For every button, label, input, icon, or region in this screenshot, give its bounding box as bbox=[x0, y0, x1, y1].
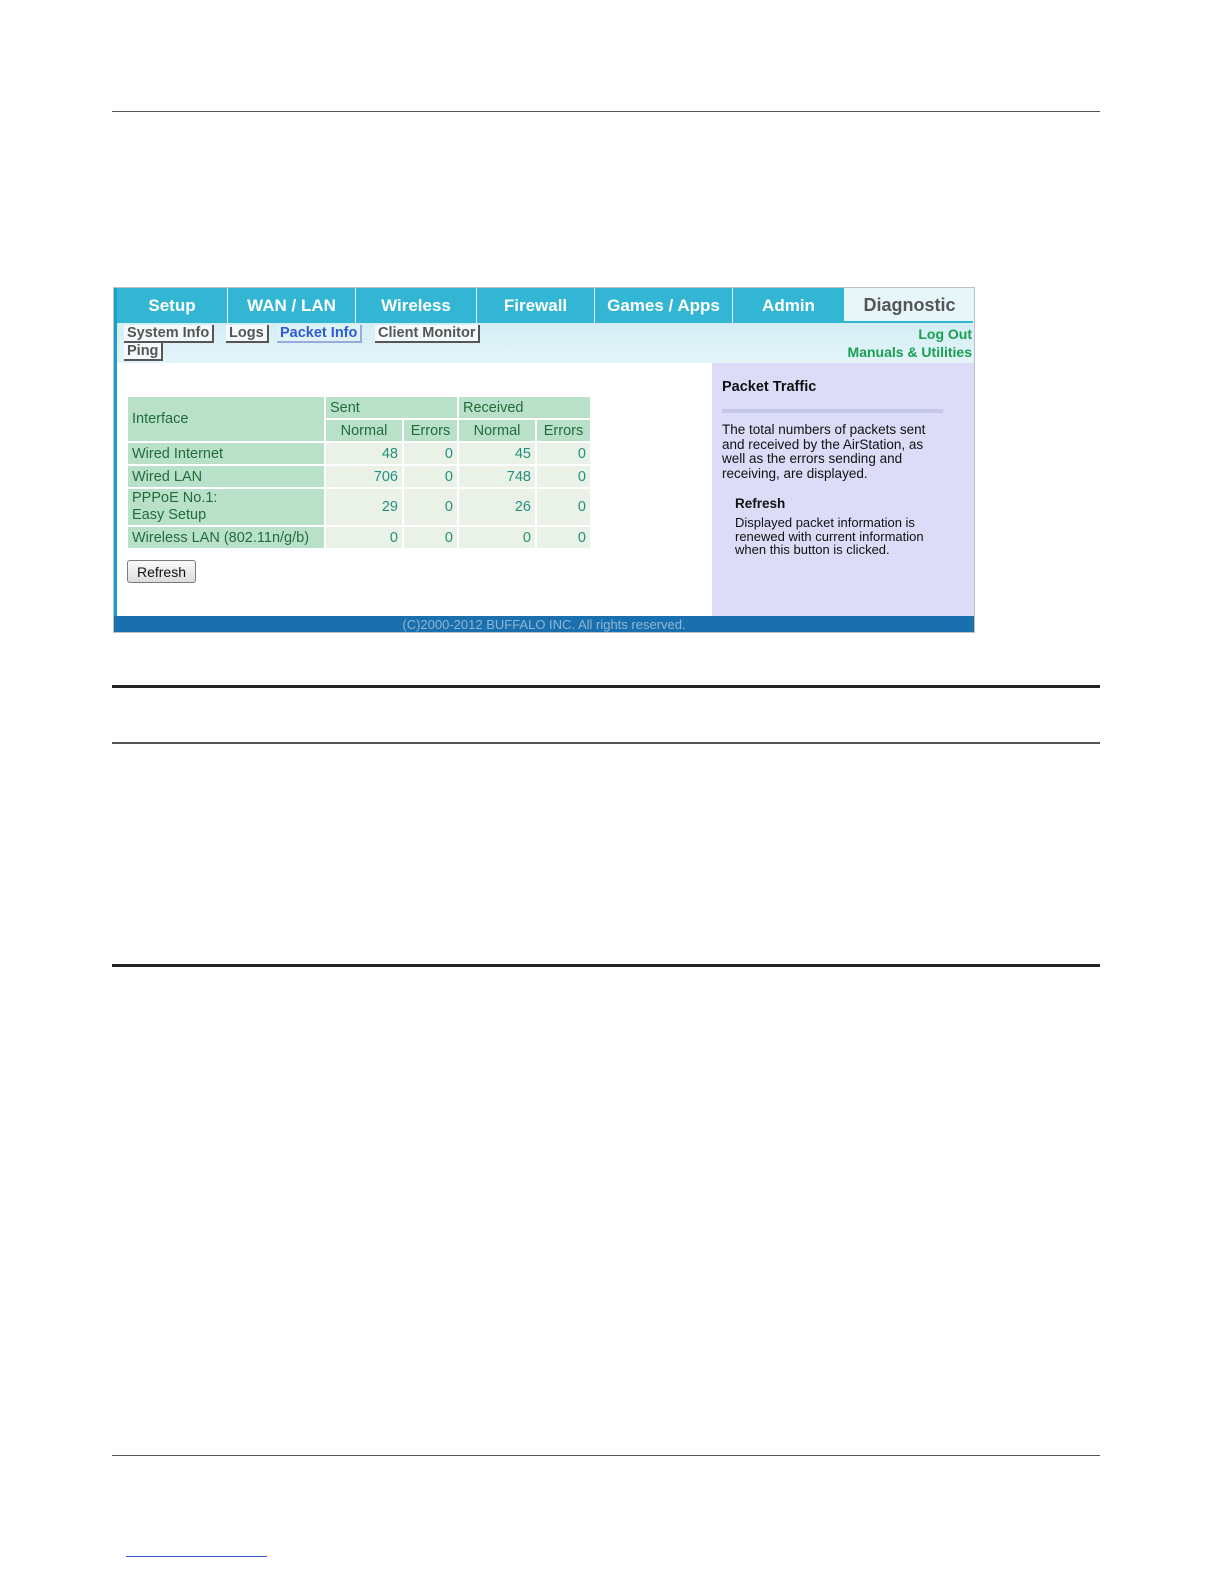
footer-rule bbox=[112, 1455, 1100, 1456]
tab-diagnostic[interactable]: Diagnostic bbox=[845, 288, 974, 323]
table-row bbox=[128, 489, 590, 525]
subtab-ping[interactable]: Ping bbox=[124, 343, 163, 361]
help-item-description: Displayed packet information is renewed with current information when this button is clicked. bbox=[735, 515, 924, 557]
row-interface-line1: PPPoE No.1: bbox=[132, 490, 218, 506]
header-sent-errors: Errors bbox=[404, 420, 457, 441]
received-errors-value: 0 bbox=[537, 489, 590, 525]
header-received-normal: Normal bbox=[459, 420, 535, 441]
sub-nav bbox=[117, 323, 974, 363]
received-normal-value: 0 bbox=[459, 527, 535, 548]
table-row bbox=[128, 527, 590, 548]
active-tab-underline bbox=[844, 321, 973, 323]
header-interface: Interface bbox=[128, 397, 324, 441]
section-rule-3 bbox=[112, 964, 1100, 967]
row-interface-line2: Easy Setup bbox=[132, 507, 207, 523]
tab-wireless[interactable]: Wireless bbox=[356, 288, 477, 323]
received-normal-value: 45 bbox=[459, 443, 535, 464]
sent-normal-value: 48 bbox=[326, 443, 402, 464]
row-interface: Wireless LAN (802.11n/g/b) bbox=[128, 527, 324, 548]
subtab-logs[interactable]: Logs bbox=[226, 325, 269, 343]
sent-normal-value: 0 bbox=[326, 527, 402, 548]
row-interface bbox=[128, 489, 324, 525]
help-divider bbox=[722, 409, 943, 413]
received-errors-value: 0 bbox=[537, 443, 590, 464]
logout-link[interactable]: Log Out bbox=[918, 326, 972, 342]
received-normal-value: 26 bbox=[459, 489, 535, 525]
sent-errors-value: 0 bbox=[404, 443, 457, 464]
help-panel bbox=[712, 363, 974, 616]
header-sent-normal: Normal bbox=[326, 420, 402, 441]
sent-errors-value: 0 bbox=[404, 466, 457, 487]
sent-errors-value: 0 bbox=[404, 489, 457, 525]
packet-info-panel bbox=[117, 363, 711, 615]
packet-table bbox=[126, 395, 592, 550]
subtab-system-info[interactable]: System Info bbox=[124, 325, 214, 343]
header-received: Received bbox=[459, 397, 590, 418]
tab-admin[interactable]: Admin bbox=[733, 288, 845, 323]
received-errors-value: 0 bbox=[537, 527, 590, 548]
sent-normal-value: 706 bbox=[326, 466, 402, 487]
tab-firewall[interactable]: Firewall bbox=[477, 288, 595, 323]
help-title: Packet Traffic bbox=[722, 379, 817, 395]
sent-normal-value: 29 bbox=[326, 489, 402, 525]
received-normal-value: 748 bbox=[459, 466, 535, 487]
tab-setup[interactable]: Setup bbox=[117, 288, 228, 323]
section-rule-1 bbox=[112, 685, 1100, 688]
row-interface: Wired Internet bbox=[128, 443, 324, 464]
table-row bbox=[128, 443, 590, 464]
row-interface: Wired LAN bbox=[128, 466, 324, 487]
manuals-utilities-link[interactable]: Manuals & Utilities bbox=[847, 344, 972, 360]
router-ui-screenshot bbox=[113, 287, 975, 633]
section-rule-2 bbox=[112, 742, 1100, 744]
help-description: The total numbers of packets sent and received by the AirStation, as well as the errors sending and receiving, are displayed. bbox=[722, 422, 926, 481]
footer-link-underline[interactable] bbox=[126, 1556, 267, 1557]
main-nav bbox=[117, 288, 974, 323]
help-item-title: Refresh bbox=[735, 496, 786, 511]
header-received-errors: Errors bbox=[537, 420, 590, 441]
subtab-packet-info[interactable]: Packet Info bbox=[277, 325, 362, 343]
sent-errors-value: 0 bbox=[404, 527, 457, 548]
header-sent: Sent bbox=[326, 397, 457, 418]
subtab-client-monitor[interactable]: Client Monitor bbox=[375, 325, 480, 343]
received-errors-value: 0 bbox=[537, 466, 590, 487]
copyright-bar: (C)2000-2012 BUFFALO INC. All rights reserved. bbox=[114, 616, 974, 632]
header-rule bbox=[112, 111, 1100, 112]
table-row bbox=[128, 466, 590, 487]
tab-wan-lan[interactable]: WAN / LAN bbox=[228, 288, 356, 323]
refresh-button[interactable]: Refresh bbox=[127, 560, 196, 583]
tab-games-apps[interactable]: Games / Apps bbox=[595, 288, 733, 323]
